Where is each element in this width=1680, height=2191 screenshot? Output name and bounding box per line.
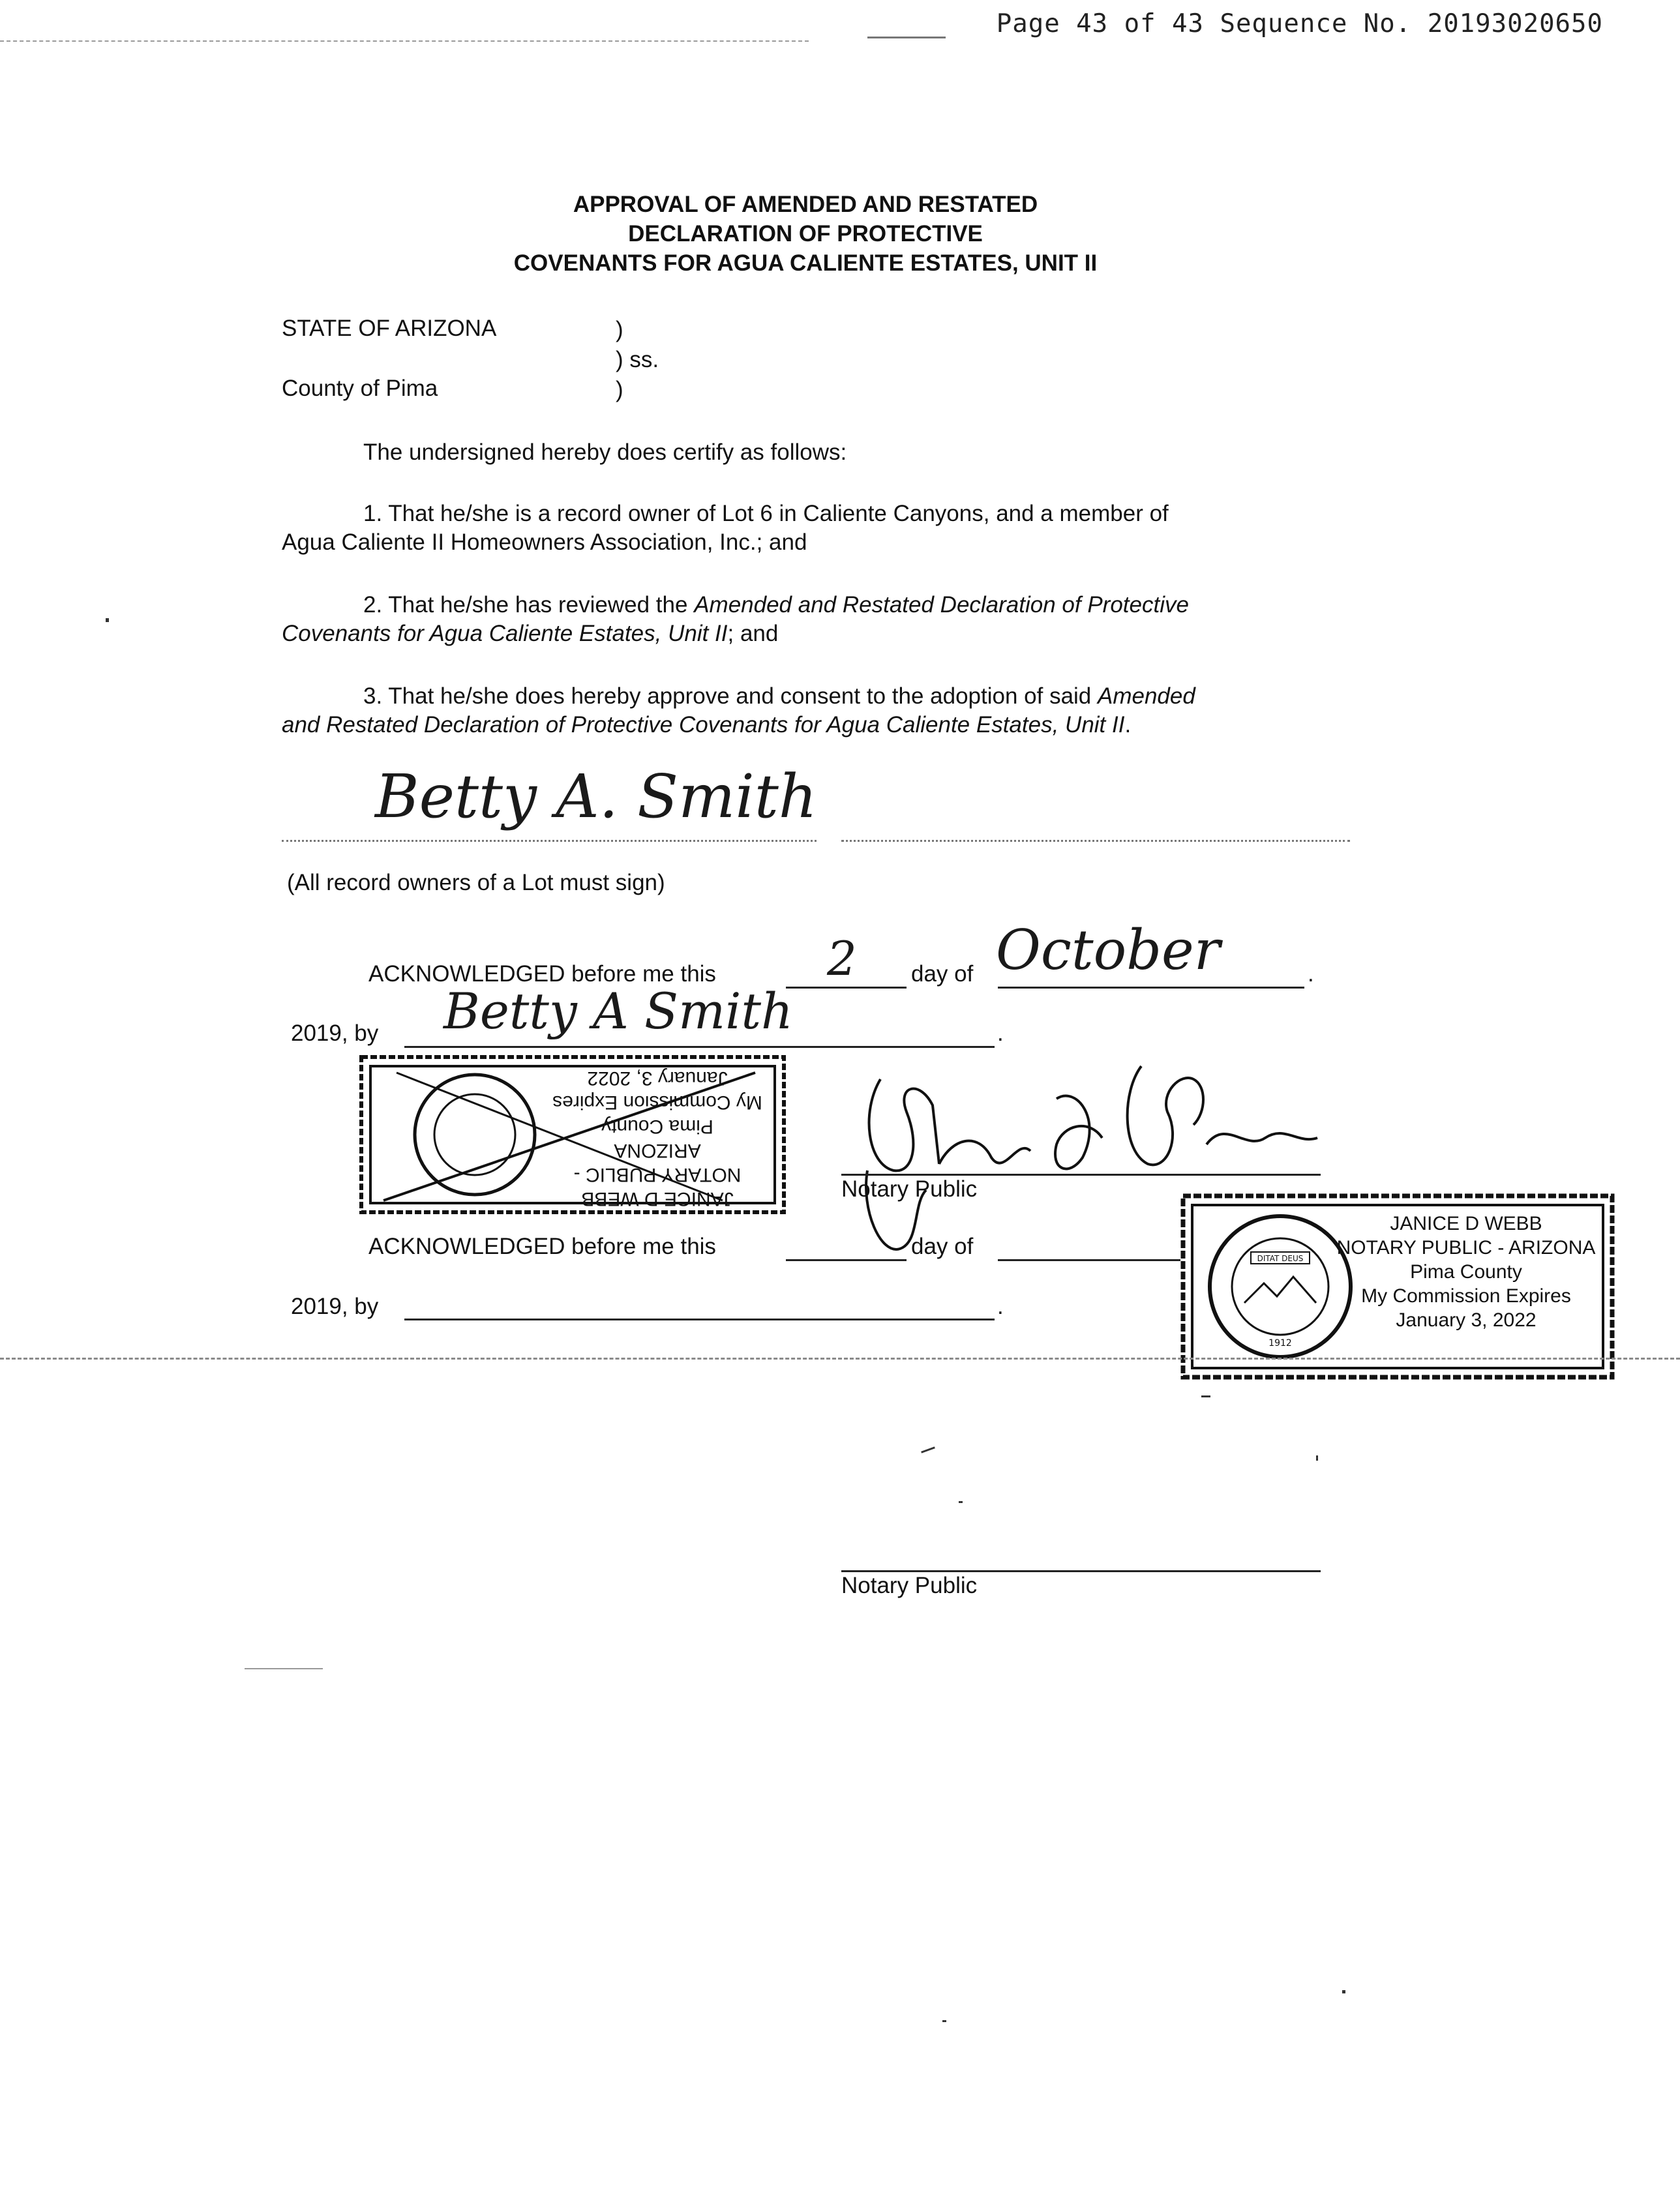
header-rule xyxy=(0,40,809,42)
stamp-name: JANICE D WEBB xyxy=(1390,1213,1542,1234)
ack-1-prefix: ACKNOWLEDGED before me this xyxy=(368,961,716,987)
item-3-suffix: . xyxy=(1124,712,1132,738)
ack-1-day-blank xyxy=(786,987,907,989)
ack-2-day-of: day of xyxy=(911,1234,974,1259)
item-2-line-1 xyxy=(363,592,1189,618)
venue-paren-bottom: ) xyxy=(616,377,623,402)
item-2-italic-2: Covenants for Agua Caliente Estates, Unit II xyxy=(282,621,728,646)
ack-2-day-blank xyxy=(786,1259,907,1261)
notary-stamp-inverted xyxy=(357,1053,788,1216)
venue-paren-top: ) xyxy=(616,317,623,342)
notary-1-label: Notary Public xyxy=(841,1176,978,1202)
ack-1-month-blank xyxy=(998,987,1304,989)
seal-year: 1912 xyxy=(1268,1338,1292,1349)
item-1-line-2: Agua Caliente II Homeowners Association, Inc.; and xyxy=(282,529,807,555)
stamp-text-inverted xyxy=(540,1066,775,1211)
all-owners-note: (All record owners of a Lot must sign) xyxy=(287,870,665,895)
stamp-inv-name: JANICE D WEBB xyxy=(581,1188,734,1210)
scan-speck xyxy=(959,1501,963,1503)
scan-speck xyxy=(1201,1395,1210,1397)
venue-ss: ) ss. xyxy=(616,347,659,372)
stamp-inv-county: Pima County xyxy=(601,1116,713,1137)
notary-1-signature-line xyxy=(841,1174,1321,1176)
ack-2-year-by: 2019, by xyxy=(291,1294,379,1319)
scan-speck xyxy=(106,618,109,622)
page-sequence-header: Page 43 of 43 Sequence No. 20193020650 xyxy=(996,9,1603,38)
item-1-line-1: 1. That he/she is a record owner of Lot 6 in Caliente Canyons, and a member of xyxy=(363,501,1169,526)
item-3-prefix: 3. That he/she does hereby approve and consent to the adoption of said xyxy=(363,683,1098,709)
item-3-italic-2: and Restated Declaration of Protective Covenants for Agua Caliente Estates, Unit II xyxy=(282,712,1125,738)
scan-speck xyxy=(245,1668,323,1669)
ack-1-day: 2 xyxy=(827,931,857,986)
stamp-inv-expires: January 3, 2022 xyxy=(587,1067,728,1089)
signature-line-left xyxy=(282,840,817,842)
ack-1-by-period: . xyxy=(997,1021,1004,1046)
ack-2-prefix: ACKNOWLEDGED before me this xyxy=(368,1234,716,1259)
ack-2-month-blank xyxy=(998,1259,1180,1261)
stamp-county: Pima County xyxy=(1410,1261,1522,1283)
header-rule-accent xyxy=(867,37,946,38)
document-title-line-3: COVENANTS FOR AGUA CALIENTE ESTATES, UNIT II xyxy=(513,250,1098,276)
scan-speck xyxy=(921,1446,935,1453)
scan-speck xyxy=(1316,1455,1318,1461)
certify-intro: The undersigned hereby does certify as follows: xyxy=(363,440,847,465)
stamp-expires: January 3, 2022 xyxy=(1396,1309,1537,1331)
ack-1-day-of: day of xyxy=(911,961,974,987)
seal-motto: DITAT DEUS xyxy=(1257,1254,1304,1263)
venue-state: STATE OF ARIZONA xyxy=(282,316,497,341)
item-2-line-2 xyxy=(282,621,778,647)
notary-2-label: Notary Public xyxy=(841,1573,978,1598)
item-3-italic-1: Amended xyxy=(1098,683,1195,709)
venue-county: County of Pima xyxy=(282,376,438,401)
stamp-text xyxy=(1323,1212,1610,1332)
scan-speck xyxy=(942,2020,946,2022)
stamp-commission: My Commission Expires xyxy=(1361,1285,1571,1307)
stamp-inv-commission: My Commission Expires xyxy=(552,1092,762,1113)
scan-speck xyxy=(1342,1990,1345,1993)
stamp-title: NOTARY PUBLIC - ARIZONA xyxy=(1336,1237,1596,1259)
item-3-line-1 xyxy=(363,683,1195,709)
item-2-suffix: ; and xyxy=(727,621,779,646)
ack-1-period: . xyxy=(1308,961,1314,987)
scan-divider-rule xyxy=(0,1358,1680,1360)
document-title-line-1: APPROVAL OF AMENDED AND RESTATED xyxy=(573,192,1038,217)
item-2-prefix: 2. That he/she has reviewed the xyxy=(363,592,695,618)
ack-1-year-by: 2019, by xyxy=(291,1021,379,1046)
notary-stamp xyxy=(1179,1192,1616,1381)
ack-2-by-period: . xyxy=(997,1294,1004,1319)
ack-1-by-name: Betty A Smith xyxy=(443,982,793,1040)
item-2-italic-1: Amended and Restated Declaration of Protective xyxy=(694,592,1189,618)
document-title-line-2: DECLARATION OF PROTECTIVE xyxy=(628,221,983,246)
item-3-line-2 xyxy=(282,712,1131,738)
ack-2-by-blank xyxy=(404,1319,995,1320)
ack-1-month: October xyxy=(996,918,1220,982)
notary-2-signature-line xyxy=(841,1570,1321,1572)
signature-line-right xyxy=(841,840,1350,842)
stamp-inv-title: NOTARY PUBLIC - ARIZONA xyxy=(573,1140,742,1185)
owner-signature: Betty A. Smith xyxy=(375,762,818,831)
